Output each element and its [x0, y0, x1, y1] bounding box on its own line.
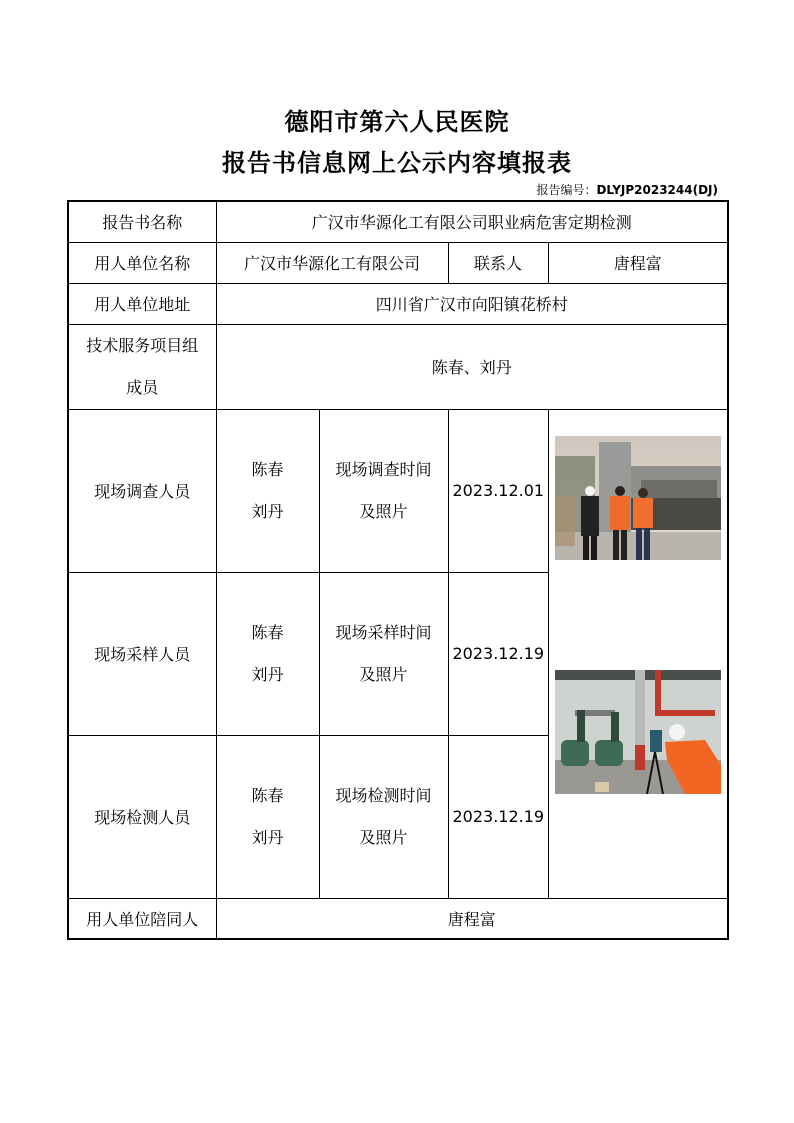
person-name: 刘丹: [251, 827, 284, 847]
form-title: 报告书信息网上公示内容填报表: [222, 148, 572, 177]
survey-time-label: [319, 409, 448, 572]
hospital-title: 德阳市第六人民医院: [284, 107, 510, 136]
report-number-label: 报告编号：: [536, 183, 597, 197]
info-table: [67, 200, 729, 940]
employer-address-label: 用人单位地址: [68, 283, 216, 324]
time-label-line1: 现场采样时间: [335, 622, 432, 642]
time-label-line1: 现场调查时间: [335, 459, 432, 479]
detection-persons: [216, 735, 319, 898]
report-name-value: 广汉市华源化工有限公司职业病危害定期检测: [216, 201, 728, 242]
sampling-label: 现场采样人员: [68, 572, 216, 735]
survey-date: 2023.12.01: [448, 409, 548, 572]
person-name: 刘丹: [251, 501, 284, 521]
person-name: 陈春: [251, 459, 284, 479]
accompany-value: 唐程富: [216, 898, 728, 939]
survey-label: 现场调查人员: [68, 409, 216, 572]
row-report-name: [68, 201, 728, 242]
accompany-label: 用人单位陪同人: [68, 898, 216, 939]
team-label: [68, 324, 216, 409]
person-name: 陈春: [251, 785, 284, 805]
time-label-line2: 及照片: [359, 501, 408, 521]
row-employer-name: [68, 242, 728, 283]
team-value: 陈春、刘丹: [216, 324, 728, 409]
report-name-label: 报告书名称: [68, 201, 216, 242]
team-label-line2: 成员: [126, 377, 159, 397]
person-name: 陈春: [251, 622, 284, 642]
row-employer-address: [68, 283, 728, 324]
detection-date: 2023.12.19: [448, 735, 548, 898]
detection-time-label: [319, 735, 448, 898]
team-label-line1: 技术服务项目组: [86, 335, 199, 355]
contact-value: 唐程富: [548, 242, 728, 283]
row-accompany: [68, 898, 728, 939]
time-label-line1: 现场检测时间: [335, 785, 432, 805]
employer-address-value: 四川省广汉市向阳镇花桥村: [216, 283, 728, 324]
report-number-value: DLYJP2023244(DJ): [596, 183, 718, 197]
contact-label: 联系人: [448, 242, 548, 283]
employer-name-label: 用人单位名称: [68, 242, 216, 283]
survey-photo: [555, 436, 721, 560]
sampling-date: 2023.12.19: [448, 572, 548, 735]
sampling-photo: [555, 670, 721, 794]
detection-label: 现场检测人员: [68, 735, 216, 898]
row-team: [68, 324, 728, 409]
photos-cell: [548, 409, 728, 898]
time-label-line2: 及照片: [359, 827, 408, 847]
sampling-time-label: [319, 572, 448, 735]
survey-persons: [216, 409, 319, 572]
row-survey: [68, 409, 728, 572]
employer-name-value: 广汉市华源化工有限公司: [216, 242, 448, 283]
sampling-persons: [216, 572, 319, 735]
person-name: 刘丹: [251, 664, 284, 684]
time-label-line2: 及照片: [359, 664, 408, 684]
report-number: [536, 181, 718, 198]
